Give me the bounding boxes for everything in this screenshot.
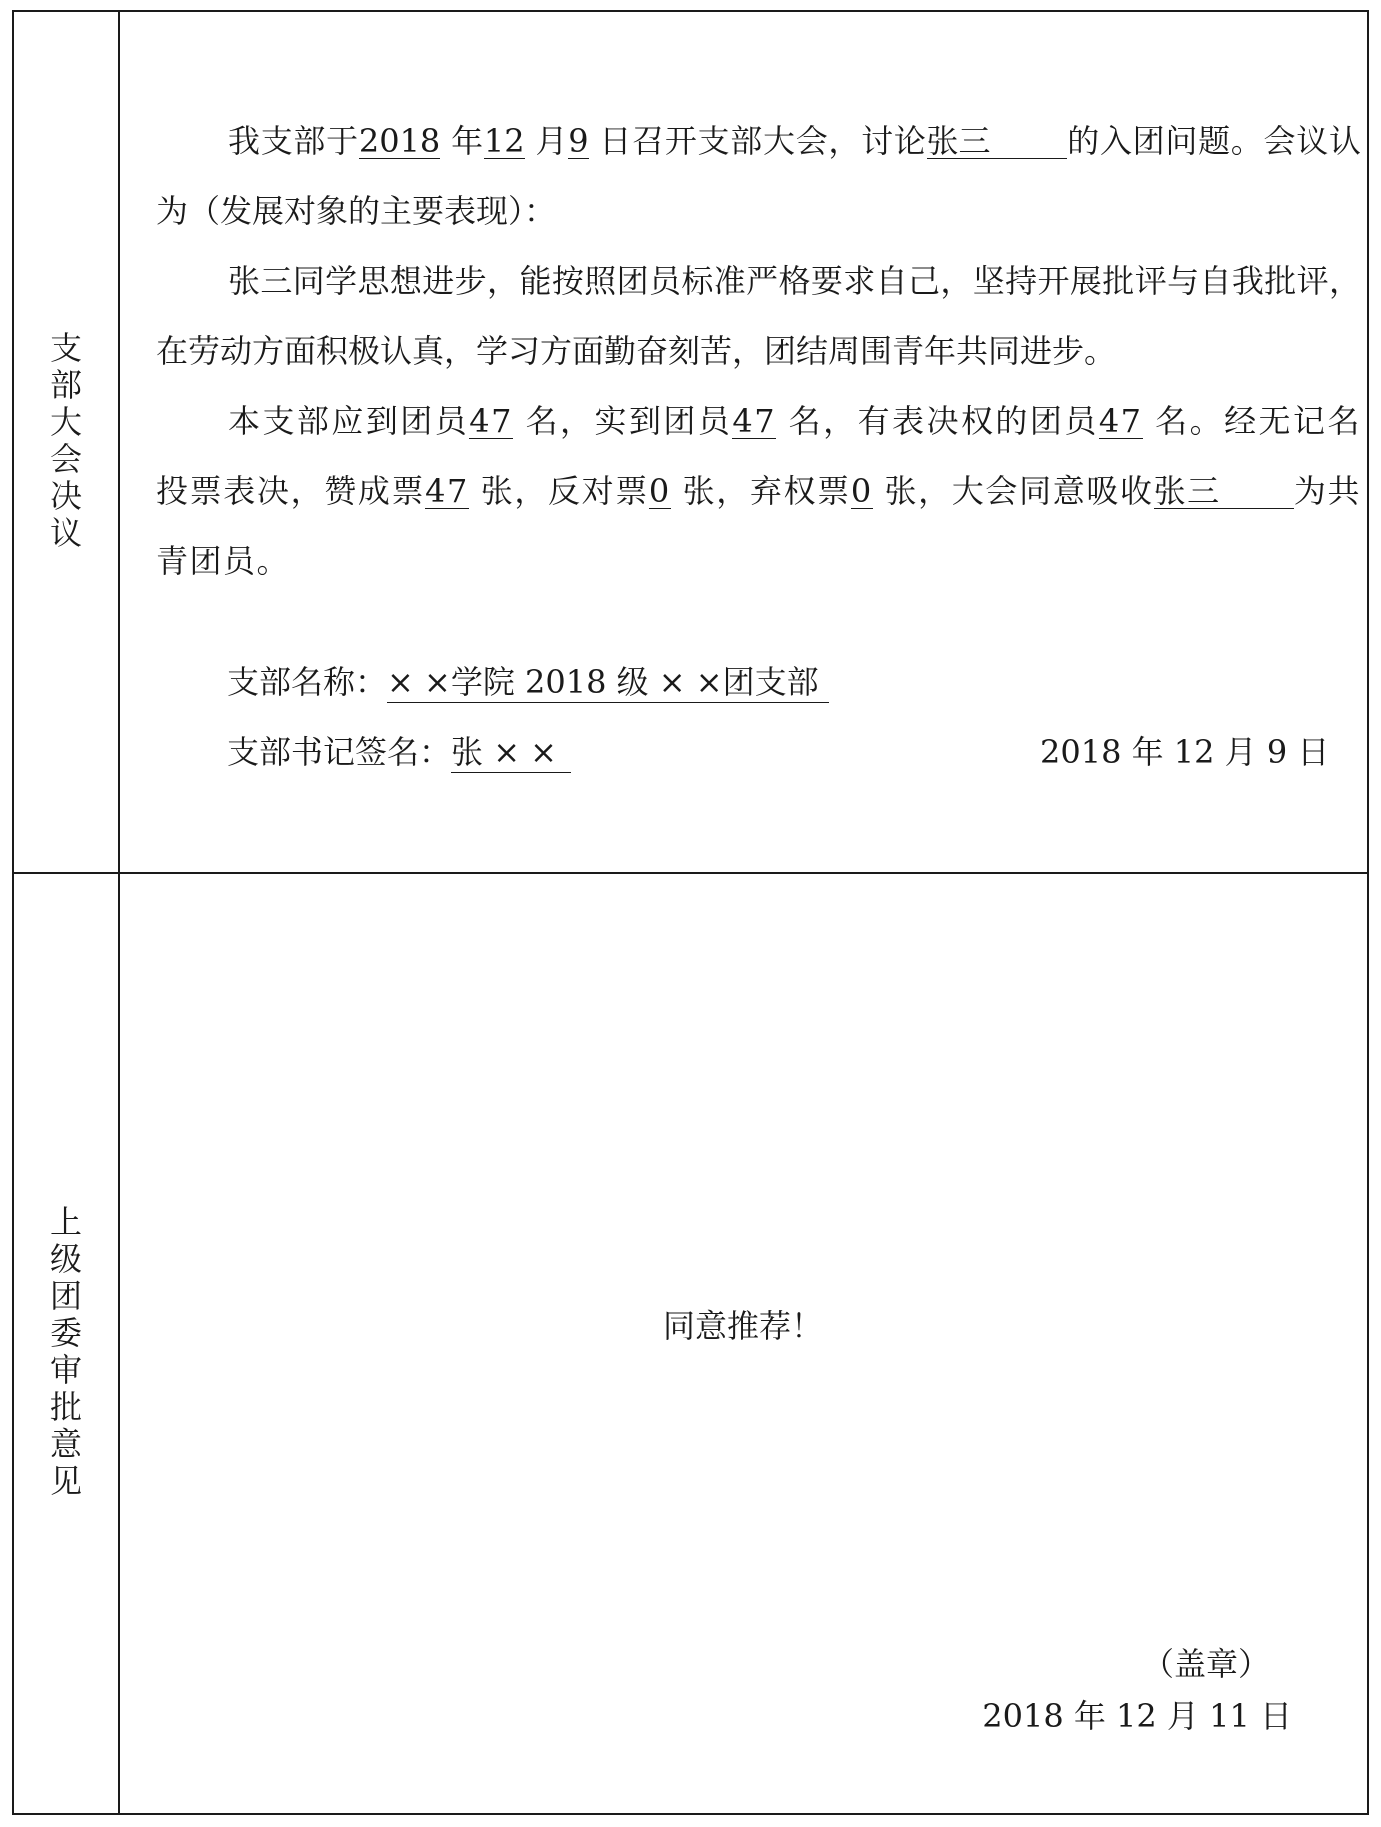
resolution-date: 2018 年 12 月 9 日 (1040, 733, 1330, 771)
votes-yes: 47 (425, 472, 469, 510)
membership-form-table (12, 10, 1369, 1815)
meeting-month: 12 (483, 122, 525, 160)
branch-name: × ×学院 2018 级 × ×团支部 (387, 662, 829, 703)
secretary-name: 张 × × (451, 732, 571, 773)
votes-abstain: 0 (850, 472, 873, 510)
performance-paragraph: 张三同学思想进步，能按照团员标准严格要求自己，坚持开展批评与自我批评，在劳动方面积极认真，学习方面勤奋刻苦，团结周围青年共同进步。 (156, 262, 1361, 370)
section-label-higher-approval: 上 级 团 委 审 批 意 见 (49, 1203, 82, 1500)
branch-resolution-section (120, 12, 1366, 872)
branch-name-line: 支部名称：× ×学院 2018 级 × ×团支部 (227, 662, 829, 703)
label-column (14, 12, 120, 1813)
members-present: 47 (732, 402, 777, 440)
admitted-name: 张三 (1154, 474, 1294, 509)
meeting-day: 9 (568, 122, 589, 160)
vote-paragraph: 本支部应到团员47 名，实到团员47 名，有表决权的团员47 名。经无记名投票表决，赞成票47 张，反对票0 张，弃权票0 张，大会同意吸收张三 为共青团员。 (156, 402, 1361, 580)
candidate-name: 张三 (927, 124, 1067, 159)
members-voting: 47 (1098, 402, 1143, 440)
section-label-branch-resolution: 支 部 大 会 决 议 (49, 329, 82, 552)
higher-approval-section (120, 874, 1366, 1814)
meeting-year: 2018 (358, 122, 441, 160)
secretary-signature-line: 支部书记签名：张 × × (227, 732, 571, 773)
approval-date: 2018 年 12 月 11 日 (982, 1697, 1292, 1735)
members-due: 47 (469, 402, 513, 440)
stamp-note: （盖章） (1141, 1645, 1270, 1683)
approval-opinion: 同意推荐！ (662, 1307, 823, 1345)
votes-no: 0 (648, 472, 671, 510)
meeting-paragraph: 我支部于2018 年12 月9 日召开支部大会，讨论张三 的入团问题。会议认为（发展对象的主要表现）： (156, 122, 1361, 230)
